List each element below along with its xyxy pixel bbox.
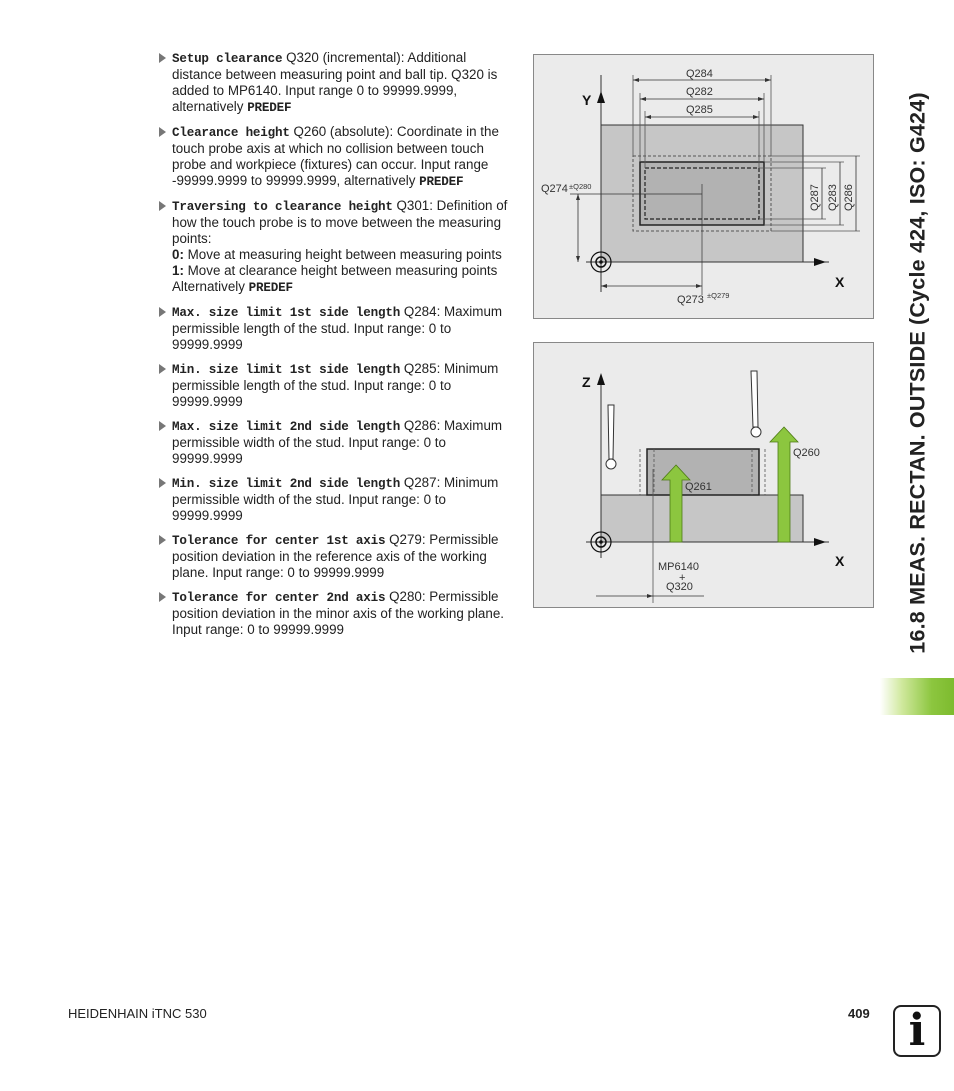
dim-arrow-icon [765, 78, 771, 82]
axis-label-x: X [835, 553, 845, 569]
axis-label-x: X [835, 274, 845, 290]
param-traversing [158, 198, 514, 296]
label-q283: Q283 [827, 184, 839, 211]
option-text: Move at measuring height between measuring points [183, 247, 502, 262]
param-keyword: Max. size limit 1st side length [172, 306, 401, 320]
bullet-triangle-icon [159, 307, 166, 317]
bullet-triangle-icon [159, 127, 166, 137]
page-number: 409 [848, 1006, 870, 1021]
param-text: Q280: Permissible position deviation in the minor axis of the working plane. Input range: 0 to 99999.9999 [172, 589, 504, 637]
option-text: Move at clearance height between measuring points [183, 263, 498, 278]
label-q280: ±Q280 [569, 182, 592, 191]
axis-label-z: Z [582, 374, 591, 390]
label-q286: Q286 [843, 184, 855, 211]
probe-tip-ball-icon [751, 427, 761, 437]
param-keyword: Clearance height [172, 126, 290, 140]
label-q287: Q287 [809, 184, 821, 211]
param-tol-1st-axis [158, 532, 514, 581]
label-q274: Q274 [541, 183, 568, 195]
chapter-title-vertical [890, 40, 945, 706]
param-min-1st-side [158, 361, 514, 410]
bullet-triangle-icon [159, 421, 166, 431]
label-q273: Q273 [677, 294, 704, 306]
label-q284: Q284 [686, 68, 713, 80]
top-view-drawing [534, 55, 873, 318]
param-suffix: PREDEF [248, 281, 293, 295]
param-tol-2nd-axis [158, 589, 514, 638]
label-q279: ±Q279 [707, 291, 730, 300]
option-key: 1: [172, 263, 184, 278]
label-q320: Q320 [666, 581, 693, 593]
y-axis-arrow-icon [597, 91, 605, 103]
param-keyword: Max. size limit 2nd side length [172, 420, 401, 434]
label-q260: Q260 [793, 447, 820, 459]
param-keyword: Min. size limit 1st side length [172, 363, 401, 377]
param-text: Q260 (absolute): Coordinate in the touch probe axis at which no collision between touch probe and workpiece (fixtures) can occur. Input range -99999.9999 to 99999.9999, alternatively [172, 124, 499, 188]
parameter-list [158, 50, 514, 646]
bullet-triangle-icon [159, 53, 166, 63]
footer-manual-name: HEIDENHAIN iTNC 530 [68, 1006, 207, 1021]
chapter-title-text: 16.8 MEAS. RECTAN. OUTSIDE (Cycle 424, ISO: G424) [905, 92, 929, 654]
param-keyword: Min. size limit 2nd side length [172, 477, 401, 491]
dim-arrow-icon [753, 115, 759, 119]
param-text: Q284: Maximum permissible length of the stud. Input range: 0 to 99999.9999 [172, 304, 503, 352]
datum-dot [599, 260, 603, 264]
axis-label-y: Y [582, 92, 592, 108]
bullet-triangle-icon [159, 364, 166, 374]
info-glyph: i [908, 1005, 926, 1056]
dim-arrow-icon [647, 594, 653, 598]
label-mp6140: MP6140 [658, 561, 699, 573]
param-keyword: Traversing to clearance height [172, 200, 393, 214]
param-suffix: PREDEF [419, 175, 464, 189]
dim-arrow-icon [696, 284, 702, 288]
dim-arrow-icon [758, 97, 764, 101]
info-icon [893, 1005, 941, 1057]
touch-probe-stylus-left [608, 405, 614, 459]
bullet-triangle-icon [159, 592, 166, 602]
param-text: Q301: Definition of how the touch probe is to move between the measuring points: [172, 198, 508, 246]
dim-arrow-icon [645, 115, 651, 119]
x-axis-arrow-icon [814, 258, 826, 266]
param-keyword: Setup clearance [172, 52, 283, 66]
x-axis-arrow-icon [814, 538, 826, 546]
label-plus: + [679, 572, 686, 584]
param-max-1st-side [158, 304, 514, 353]
dim-arrow-icon [640, 97, 646, 101]
param-text: Q279: Permissible position deviation in the reference axis of the working plane. Input range: 0 to 99999.9999 [172, 532, 499, 580]
side-view-drawing [534, 343, 873, 607]
param-max-2nd-side [158, 418, 514, 467]
dim-arrow-icon [576, 194, 580, 200]
probe-tip-ball-icon [606, 459, 616, 469]
label-q285: Q285 [686, 104, 713, 116]
param-text: Q287: Minimum permissible width of the stud. Input range: 0 to 99999.9999 [172, 475, 499, 523]
label-q282: Q282 [686, 86, 713, 98]
datum-dot [599, 540, 603, 544]
alt-text: Alternatively [172, 279, 249, 294]
dim-arrow-icon [601, 284, 607, 288]
param-clearance-height [158, 124, 514, 190]
figure-side-view [533, 342, 874, 608]
bullet-triangle-icon [159, 478, 166, 488]
dim-arrow-icon [576, 256, 580, 262]
param-keyword: Tolerance for center 1st axis [172, 534, 386, 548]
option-key: 0: [172, 247, 184, 262]
figure-top-view [533, 54, 874, 319]
param-suffix: PREDEF [247, 101, 292, 115]
bullet-triangle-icon [159, 201, 166, 211]
param-text: Q320 (incremental): Additional distance between measuring point and ball tip. Q320 is added to MP6140. Input range 0 to 99999.9999, alternatively [172, 50, 498, 114]
label-q261: Q261 [685, 481, 712, 493]
dim-arrow-icon [633, 78, 639, 82]
param-text: Q285: Minimum permissible length of the stud. Input range: 0 to 99999.9999 [172, 361, 499, 409]
bullet-triangle-icon [159, 535, 166, 545]
param-min-2nd-side [158, 475, 514, 524]
workpiece-base [601, 495, 803, 542]
param-keyword: Tolerance for center 2nd axis [172, 591, 386, 605]
param-setup-clearance [158, 50, 514, 116]
z-axis-arrow-icon [597, 373, 605, 385]
touch-probe-stylus-right [751, 371, 758, 427]
param-text: Q286: Maximum permissible width of the stud. Input range: 0 to 99999.9999 [172, 418, 503, 466]
